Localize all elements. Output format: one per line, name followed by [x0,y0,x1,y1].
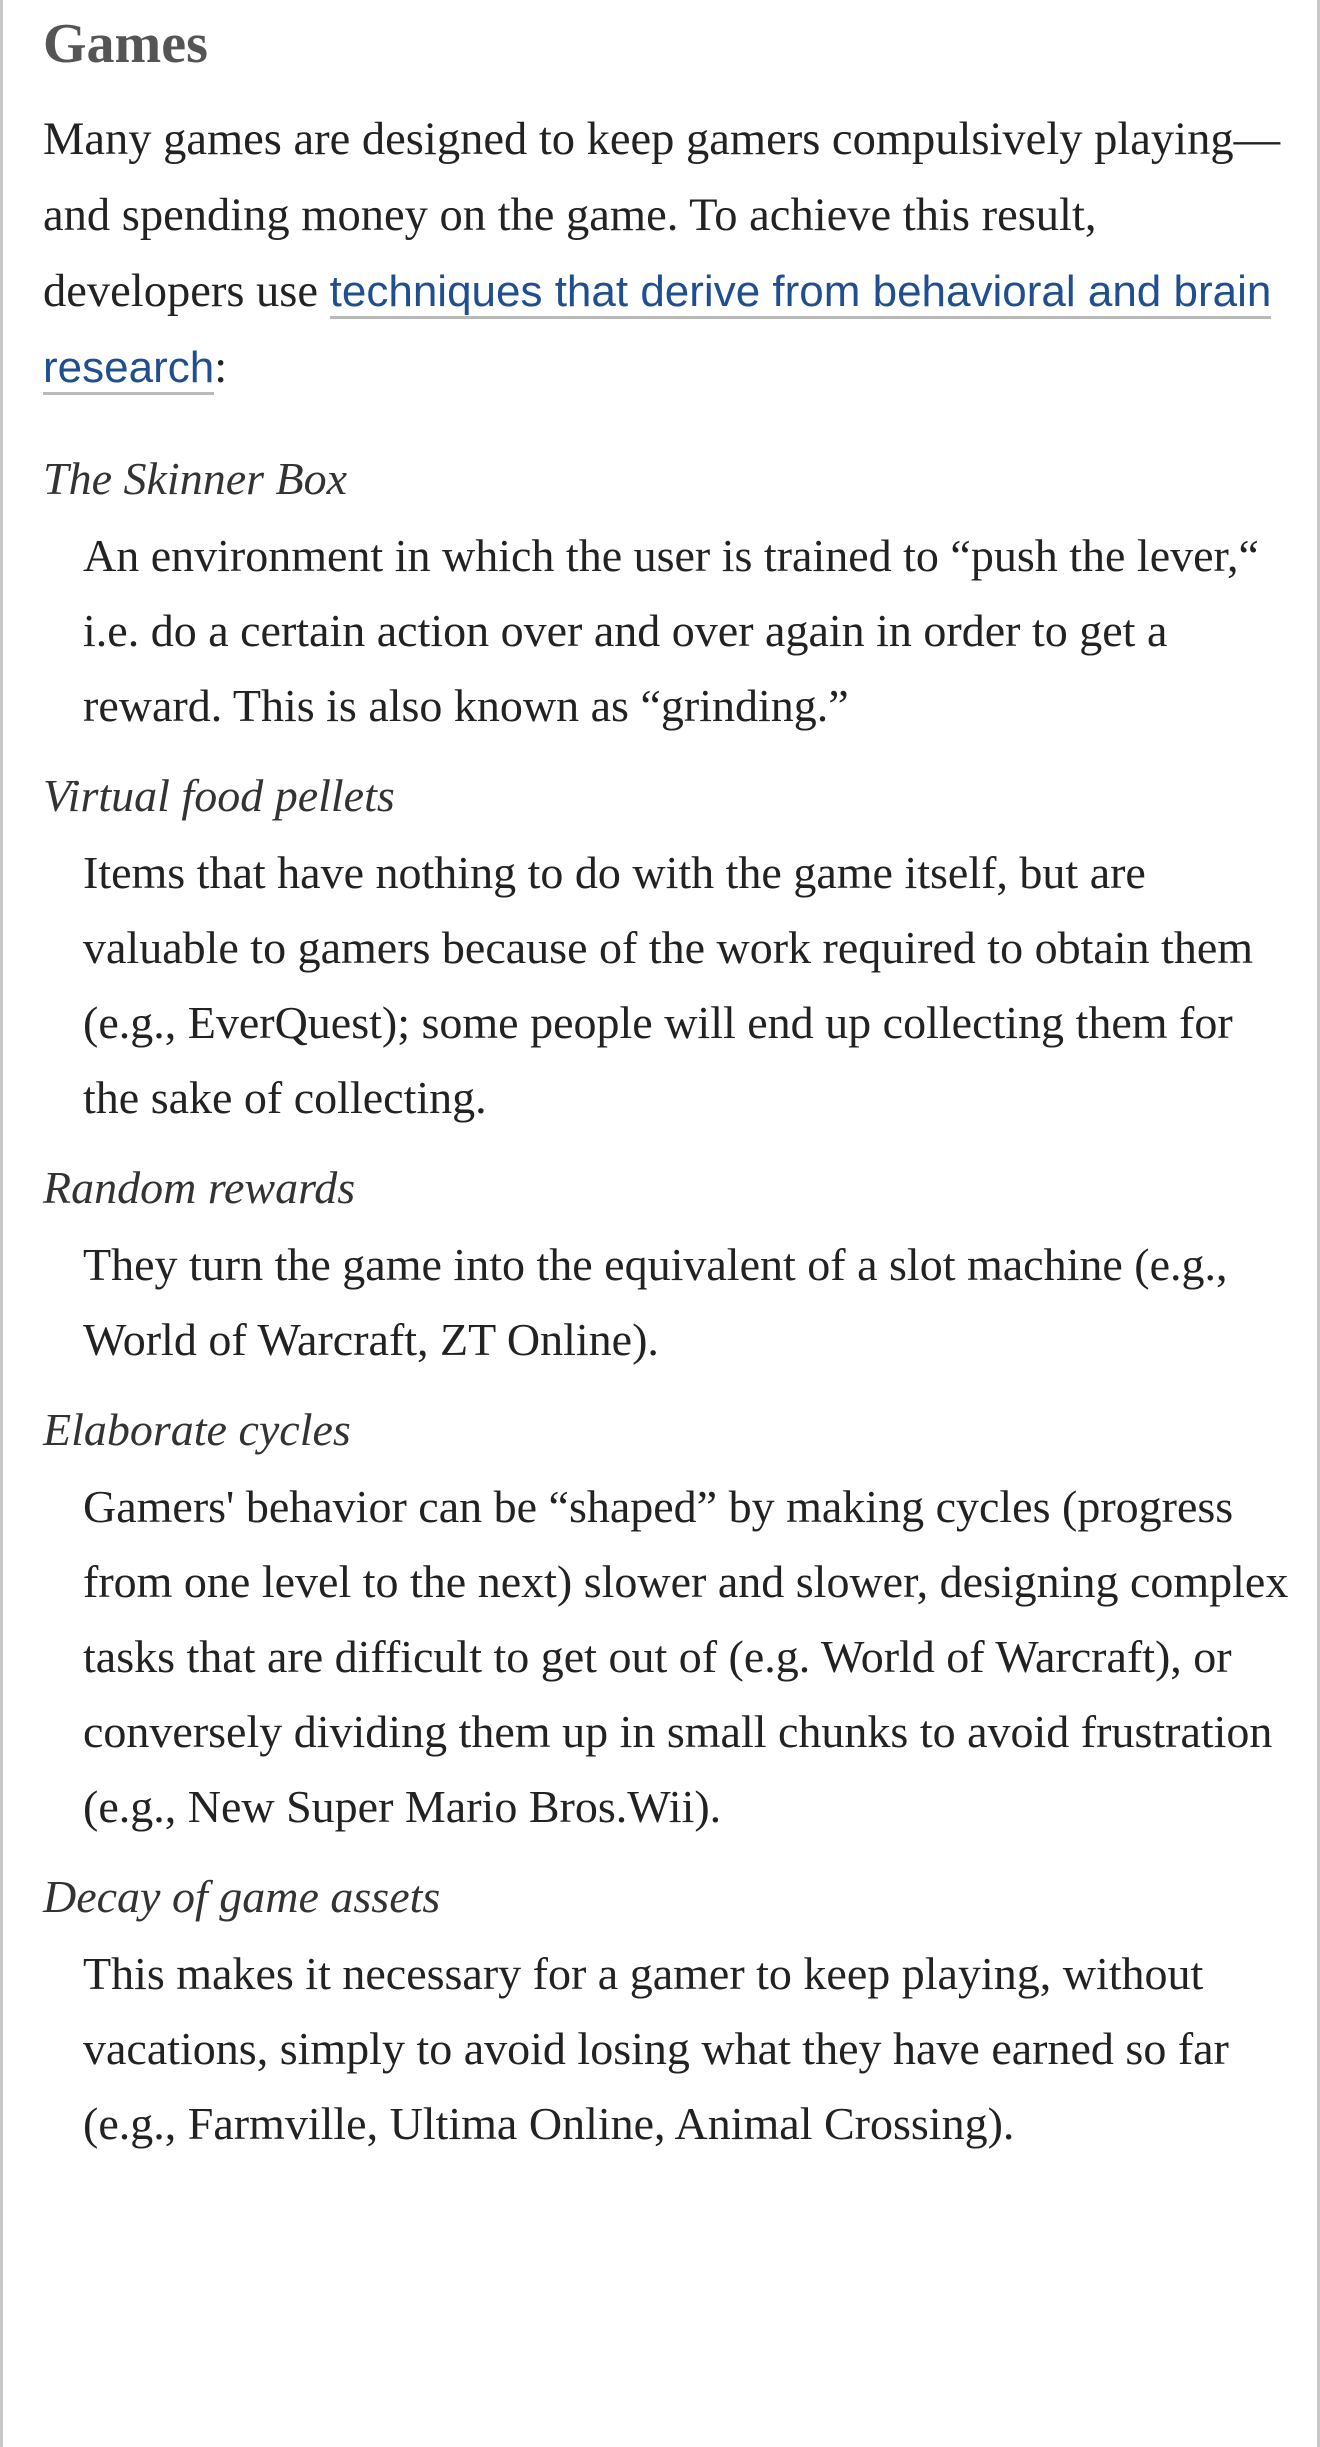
intro-text-end: : [214,342,228,393]
definition-random-rewards: They turn the game into the equivalent of a slot machine (e.g., World of Warcraft, ZT Online). [83,1239,1228,1365]
term-random-rewards: Random rewards [43,1162,356,1213]
section-heading: Games [43,13,208,75]
intro-paragraph [43,102,1293,406]
term-skinner-box: The Skinner Box [43,453,348,504]
term-elaborate-cycles: Elaborate cycles [43,1404,351,1455]
article-content [43,0,1293,2181]
technique-list [43,446,1293,2161]
definition-elaborate-cycles: Gamers' behavior can be “shaped” by making cycles (progress from one level to the next) slower and slower, designing complex tasks that are difficult to get out of (e.g. World of Warcraft), or conversely dividing them up in small chunks to avoid frustration (e.g., New Super Mario Bros.Wii). [83,1481,1289,1832]
definition-virtual-food-pellets: Items that have nothing to do with the game itself, but are valuable to gamers because of the work required to obtain them (e.g., EverQuest); some people will end up collecting them for the sake of collecting. [83,847,1254,1123]
definition-skinner-box: An environment in which the user is trained to “push the lever,“ i.e. do a certain action over and over again in order to get a reward. This is also known as “grinding.” [83,530,1259,731]
term-virtual-food-pellets: Virtual food pellets [43,770,395,821]
research-link[interactable]: techniques that derive from behavioral and brain research [43,267,1271,395]
intro-text: Many games are designed to keep gamers compulsively playing—and spending money on the game. To achieve this result, developers use [43,114,1281,317]
term-decay-of-game-assets: Decay of game assets [43,1871,441,1922]
definition-decay-of-game-assets: This makes it necessary for a gamer to keep playing, without vacations, simply to avoid losing what they have earned so far (e.g., Farmville, Ultima Online, Animal Crossing). [83,1948,1229,2149]
